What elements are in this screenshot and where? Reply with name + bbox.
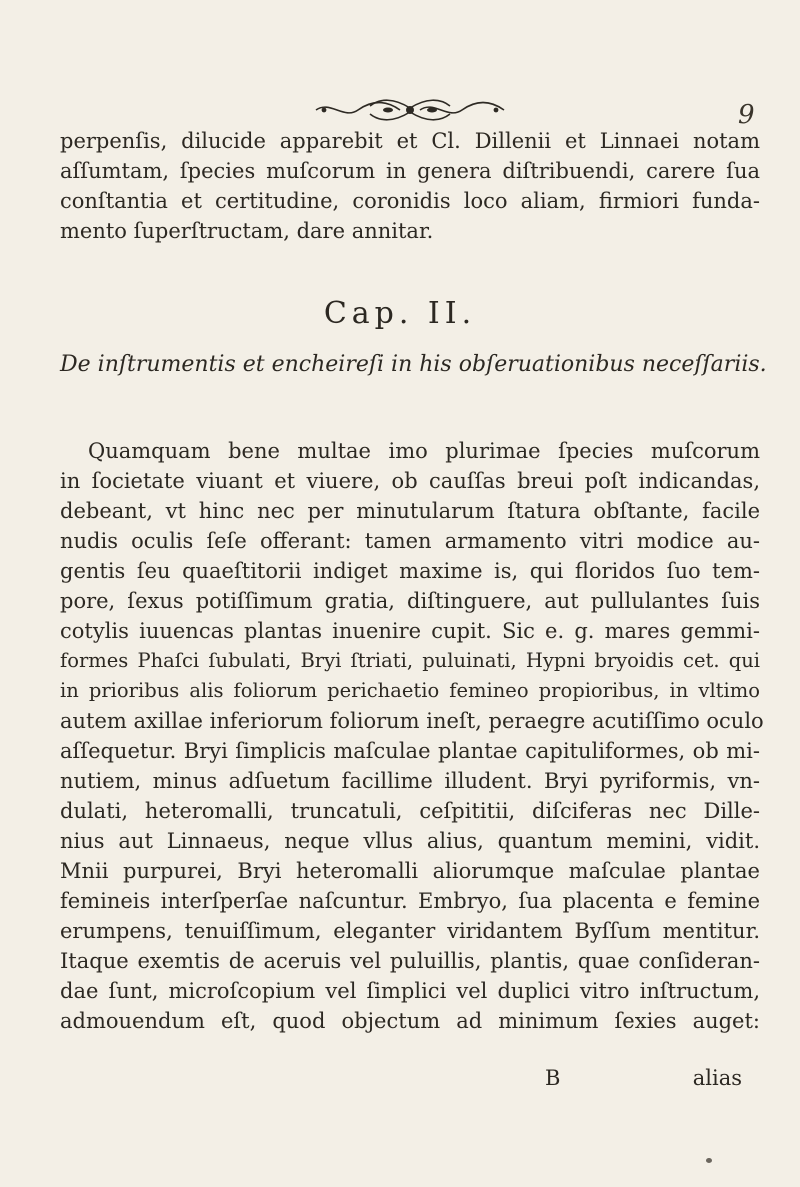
text-line: Quamquam bene multae imo plurimae ſpecies muſcorum [88, 439, 760, 463]
ink-spot [706, 1158, 712, 1163]
text-line: dae ſunt, microſcopium vel ſimplici vel duplici vitro inſtructum, [60, 979, 760, 1003]
text-line: autem axillae inferiorum foliorum ineſt, peraegre acutiſſimo oculo [60, 709, 764, 733]
text-line: cotylis iuuencas plantas inuenire cupit. Sic e. g. mares gemmi- [60, 619, 760, 643]
text-line: debeant, vt hinc nec per minutularum ſtatura obſtante, facile [60, 499, 760, 523]
text-line: gentis ſeu quaeſtitorii indiget maxime is, qui floridos ſuo tem- [60, 559, 760, 583]
text-line: conſtantia et certitudine, coronidis loco aliam, firmiori funda- [60, 189, 760, 213]
page-footer [60, 1066, 760, 1096]
chapter-heading: Cap. II. [323, 296, 477, 331]
paragraph-intro [60, 126, 760, 246]
text-line: perpenſis, dilucide apparebit et Cl. Dillenii et Linnaei notam [60, 129, 760, 153]
text-line: nudis oculis ſeſe offerant: tamen armamento vitri modice au- [60, 529, 760, 553]
text-line: formes Phaſci ſubulati, Bryi ſtriati, puluinati, Hypni bryoidis cet. qui [60, 649, 760, 672]
text-line: nius aut Linnaeus, neque vllus alius, quantum memini, vidit. [60, 829, 760, 853]
text-line: dulati, heteromalli, truncatuli, ceſpititii, diſciferas nec Dille- [60, 799, 760, 823]
text-line: Itaque exemtis de aceruis vel puluillis, plantis, quae conſideran- [60, 949, 760, 973]
chapter-subtitle: De inſtrumentis et encheireſi in his obſeruationibus neceſſariis. [60, 352, 767, 377]
text-line: admouendum eſt, quod objectum ad minimum ſexies auget: [60, 1009, 760, 1033]
text-line: nutiem, minus adſuetum facillime illudent. Bryi pyriformis, vn- [60, 769, 760, 793]
signature-mark: B [545, 1066, 561, 1090]
headpiece-ornament-icon [310, 96, 510, 124]
paragraph-main [60, 436, 764, 1036]
page-number: 9 [738, 100, 755, 130]
text-line: in prioribus alis foliorum perichaetio femineo propioribus, in vltimo [60, 679, 760, 702]
text-line: aſſequetur. Bryi ſimplicis maſculae plantae capituliformes, ob mi- [60, 739, 760, 763]
text-line: femineis interſperſae naſcuntur. Embryo, ſua placenta e femine [60, 889, 760, 913]
text-line: erumpens, tenuiſſimum, eleganter viridantem Byſſum mentitur. [60, 919, 760, 943]
text-line: in ſocietate viuant et viuere, ob cauſſas breui poſt indicandas, [60, 469, 760, 493]
text-line: Mnii purpurei, Bryi heteromalli aliorumque maſculae plantae [60, 859, 760, 883]
text-line: pore, ſexus potiſſimum gratia, diſtinguere, aut pullulantes ſuis [60, 589, 760, 613]
text-line: aſſumtam, ſpecies muſcorum in genera diſtribuendi, carere ſua [60, 159, 760, 183]
text-line: mento ſuperſtructam, dare annitar. [60, 219, 434, 243]
catchword: alias [692, 1066, 742, 1090]
